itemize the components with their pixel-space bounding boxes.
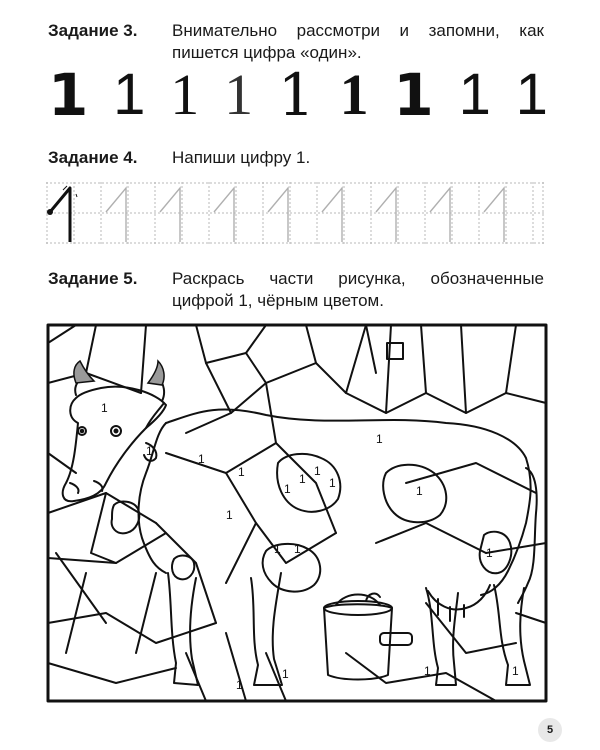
region-label: 1 [282,667,289,681]
digit-sample: 1 [277,61,315,129]
task-4-text: Напиши цифру 1. [172,148,311,167]
region-labels [101,401,519,692]
digit-sample: 1 [393,61,434,129]
region-label: 1 [512,664,519,678]
tracing-digits [106,188,504,242]
digit-samples [48,61,548,129]
digit-sample: 1 [224,62,254,127]
digit-sample: 1 [170,62,200,127]
task-5-text-line1: Раскрась части рисунка, обозначенные [172,269,544,288]
digit-sample: 1 [515,62,548,127]
digit-sample: 1 [48,61,89,129]
region-label: 1 [486,546,493,560]
region-label: 1 [376,432,383,446]
region-label: 1 [198,452,205,466]
task-3-label: Задание 3. [48,21,138,40]
digit-sample: 1 [339,62,369,127]
task-5 [48,268,544,312]
task-4 [48,147,544,169]
task-3 [48,20,544,64]
task-3-text-line2: пишется цифра «один». [172,43,362,62]
digit-sample: 1 [458,62,491,127]
region-label: 1 [146,444,153,458]
task-5-label: Задание 5. [48,269,138,288]
region-label: 1 [274,542,281,556]
coloring-picture[interactable] [46,323,548,703]
region-label: 1 [226,508,233,522]
page-number: 5 [538,718,562,742]
task-4-label: Задание 4. [48,148,138,167]
writing-practice-grid[interactable] [46,182,544,244]
region-label: 1 [101,401,108,415]
region-label: 1 [329,476,336,490]
region-label: 1 [314,464,321,478]
task-3-text-line1: Внимательно рассмотри и запомни, как [172,21,544,40]
digit-sample: 1 [113,62,146,127]
region-label: 1 [284,482,291,496]
task-5-text-line2: цифрой 1, чёрным цветом. [172,291,384,310]
region-label: 1 [238,465,245,479]
region-label: 1 [424,664,431,678]
region-label: 1 [236,678,243,692]
region-label: 1 [294,542,301,556]
region-label: 1 [299,472,306,486]
region-label: 1 [416,484,423,498]
sample-digit-one [47,186,77,242]
